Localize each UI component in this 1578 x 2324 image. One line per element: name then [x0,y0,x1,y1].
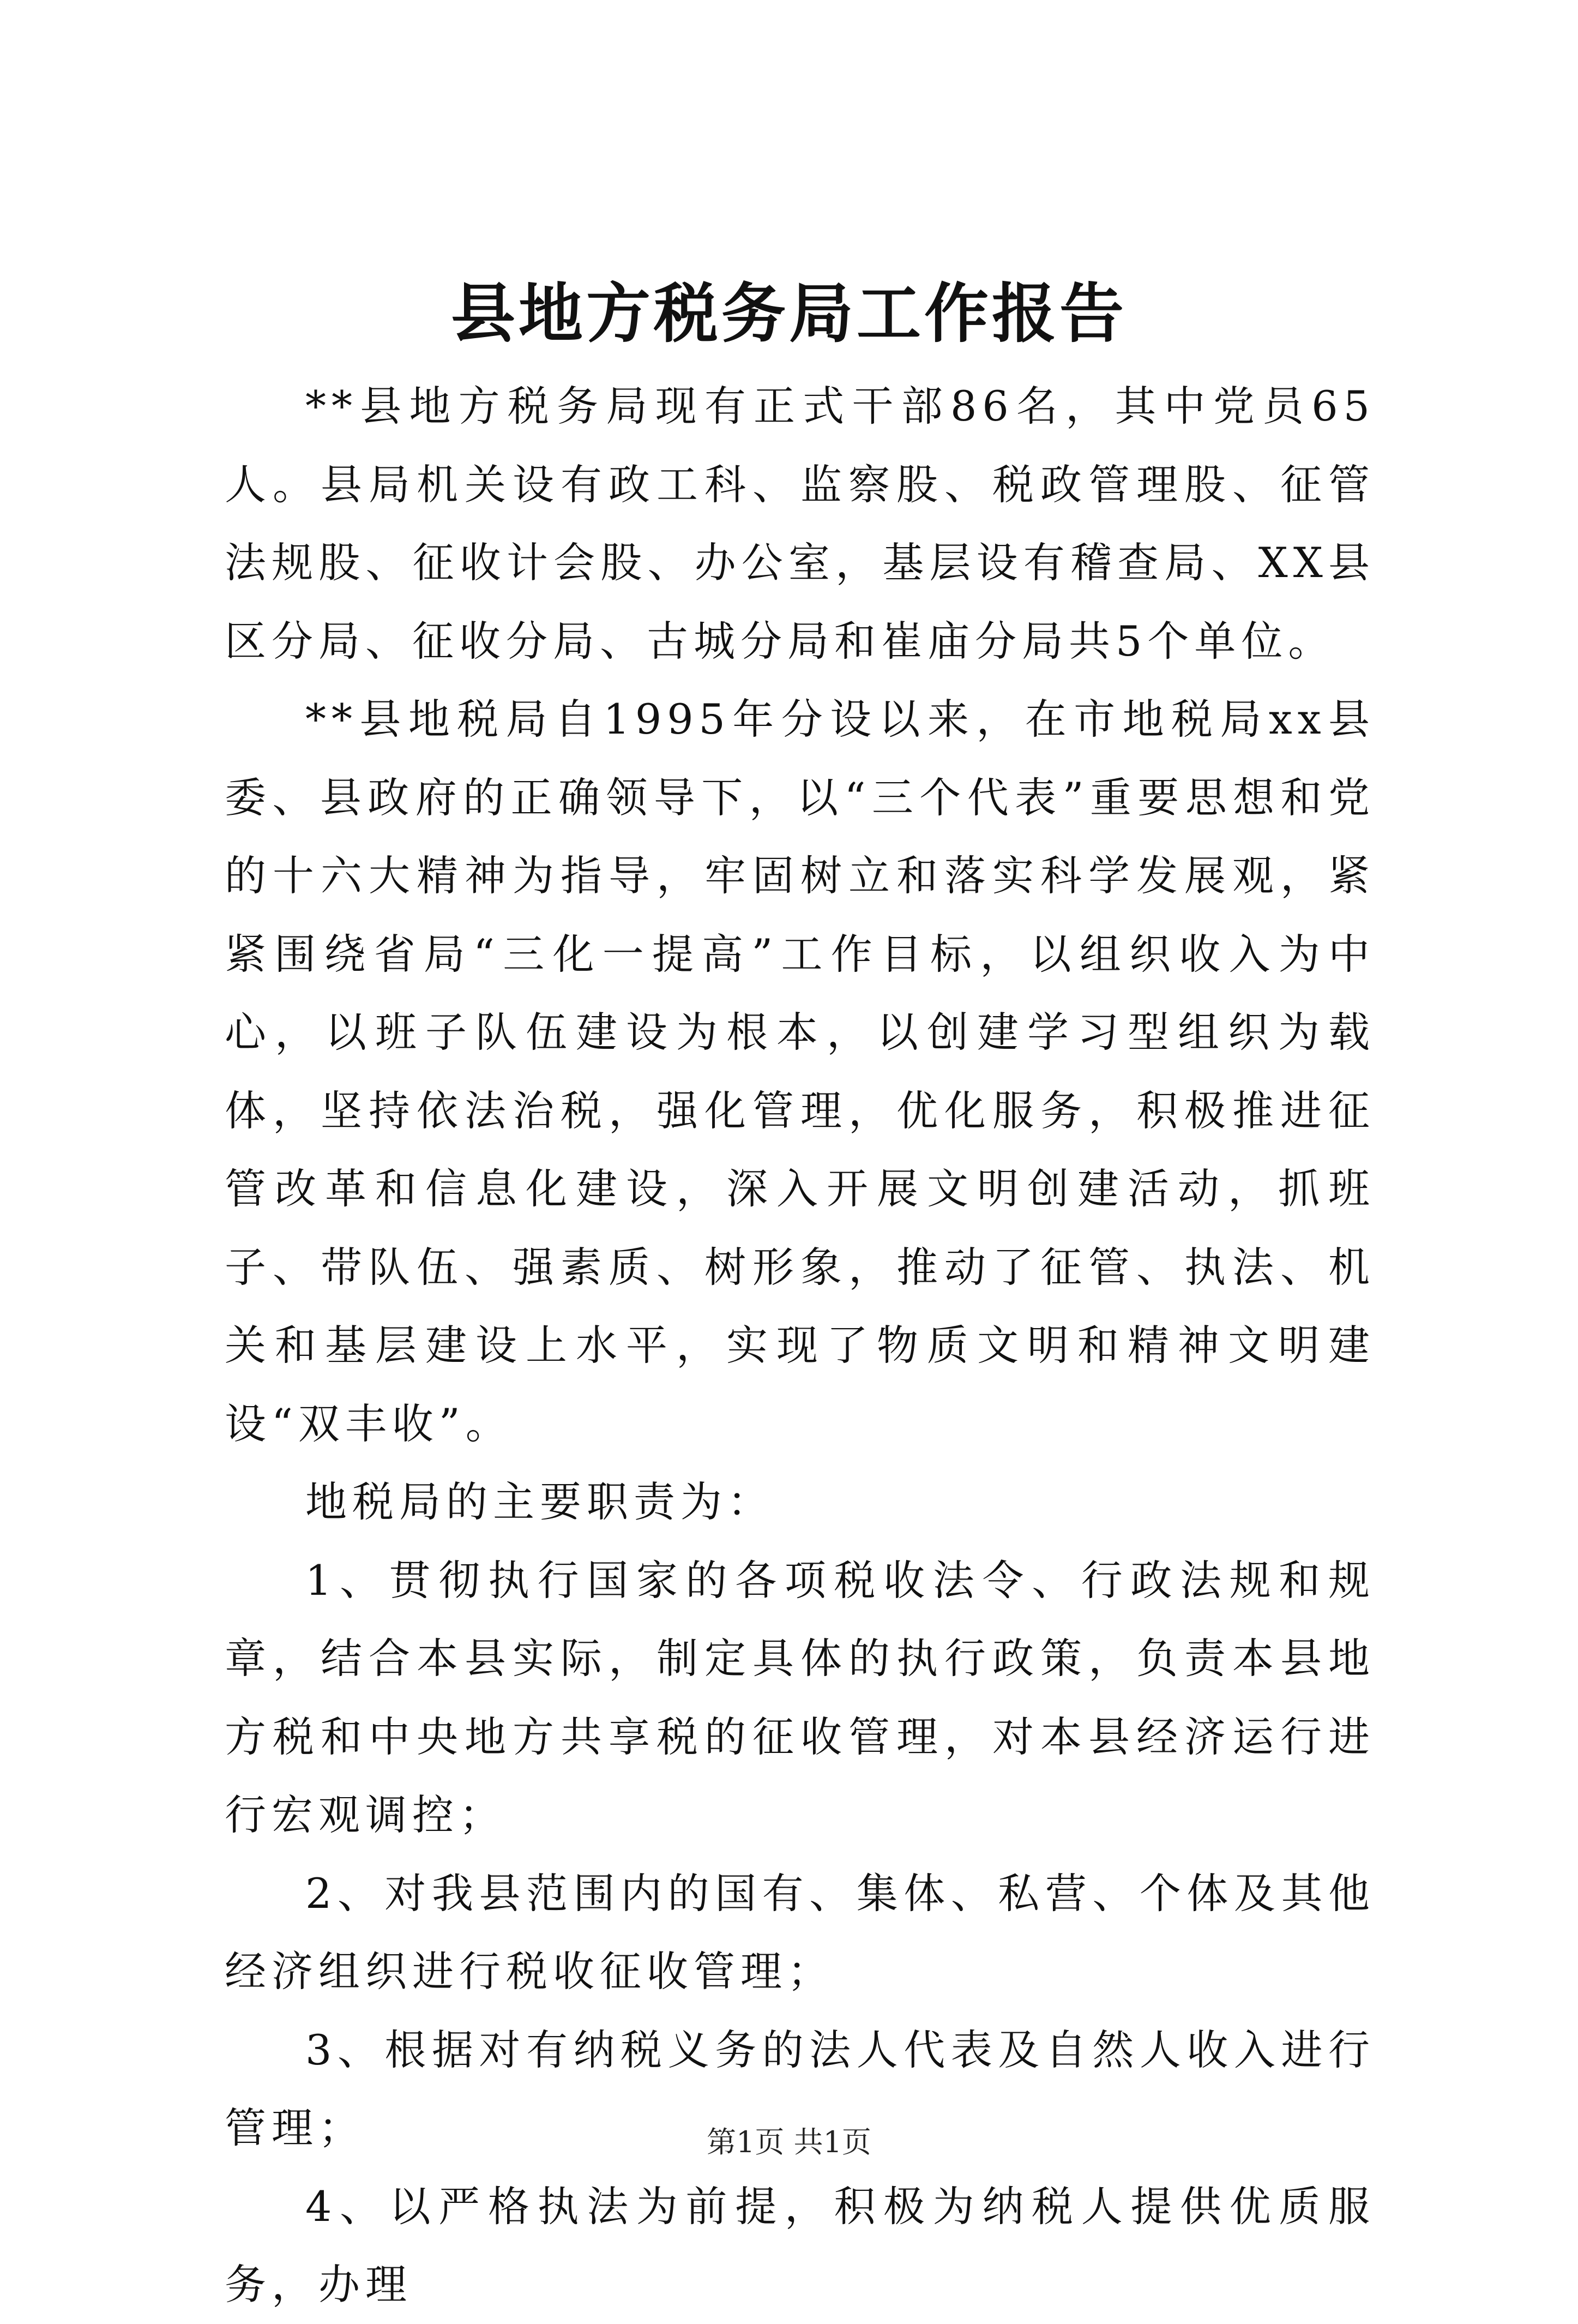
paragraph-duty-2: 2、对我县范围内的国有、集体、私营、个体及其他经济组织进行税收征收管理； [225,1869,1375,1996]
paragraph-duty-3: 3、根据对有纳税义务的法人代表及自然人收入进行管理； [225,2025,1375,2152]
paragraph-duty-1: 1、贯彻执行国家的各项税收法令、行政法规和规章，结合本县实际，制定具体的执行政策，负责本县地方税和中央地方共享税的征收管理，对本县经济运行进行宏观调控； [225,1556,1375,1839]
paragraph-history: **县地税局自1995年分设以来，在市地税局xx县委、县政府的正确领导下，以“三个代表”重要思想和党的十六大精神为指导，牢固树立和落实科学发展观，紧紧围绕省局“三化一提高”工作目标，以组织收入为中心，以班子队伍建设为根本，以创建学习型组织为载体，坚持依法治税，强化管理，优化服务，积极推进征管改革和信息化建设，深入开展文明创建活动，抓班子、带队伍、强素质、树形象，推动了征管、执法、机关和基层建设上水平，实现了物质文明和精神文明建设“双丰收”。 [225,695,1375,1448]
paragraph-duties-heading: 地税局的主要职责为： [305,1478,774,1526]
paragraph-intro: **县地方税务局现有正式干部86名，其中党员65人。县局机关设有政工科、监察股、税政管理股、征管法规股、征收计会股、办公室，基层设有稽查局、XX县区分局、征收分局、古城分局和崔庙分局共5个单位。 [225,382,1375,665]
page-footer: 第1页 共1页 [707,2125,871,2159]
paragraph-duty-4: 4、以严格执法为前提，积极为纳税人提供优质服务，办理 [225,2182,1375,2309]
document-body [225,367,1375,2324]
document-title: 县地方税务局工作报告 [450,275,1127,351]
